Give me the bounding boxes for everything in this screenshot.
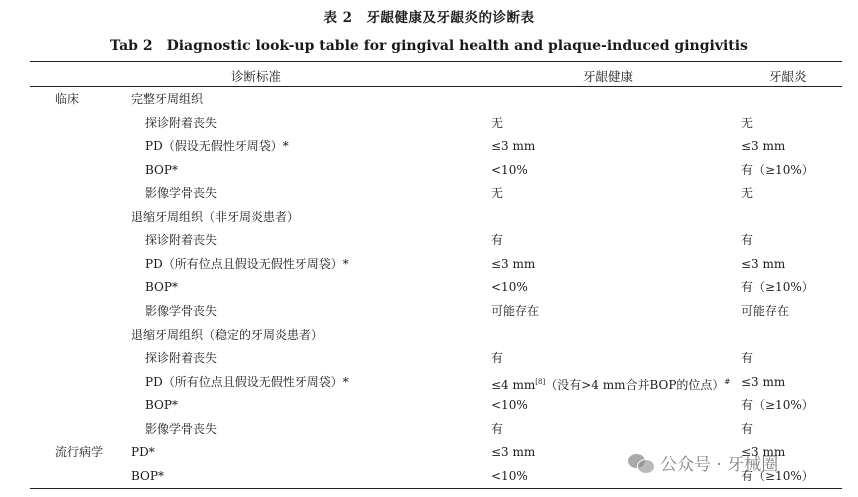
cell-gingivitis: ≤3 mm [741,374,786,389]
row-criterion: 影像学骨丧失 [145,186,218,201]
wechat-icon [628,451,654,473]
table-header-rule [30,86,842,87]
cell-gingivitis: 有 [741,351,754,366]
row-criterion: 探诊附着丧失 [145,233,218,248]
cell-healthy: 无 [491,115,504,130]
table-title-chinese: 表 2 牙龈健康及牙龈炎的诊断表 [323,10,535,26]
table-row [0,303,858,327]
cell-healthy: 有 [491,233,504,248]
table-top-rule [30,61,842,62]
cell-gingivitis: 无 [741,115,754,130]
table-title-english: Tab 2 Diagnostic look-up table for gingival health and plaque-induced gingivitis [110,38,748,54]
row-criterion: PD* [131,445,155,460]
header-gingivitis: 牙龈炎 [769,69,807,84]
row-criterion: 影像学骨丧失 [145,421,218,436]
cell-gingivitis: ≤3 mm [741,139,786,154]
row-criterion: BOP* [145,162,178,177]
cell-healthy: 无 [491,186,504,201]
cell-gingivitis: 有 [741,421,754,436]
cell-healthy: ≤3 mm [491,256,536,271]
cell-healthy: 有 [491,351,504,366]
table-row [0,185,858,209]
cell-gingivitis: 有 [741,233,754,248]
cell-healthy [491,374,730,393]
row-criterion: PD（假设无假性牙周袋）* [145,139,289,154]
cell-gingivitis: 有（≥10%） [741,398,814,413]
cell-healthy: <10% [491,398,528,413]
row-criterion: 退缩牙周组织（稳定的牙周炎患者） [131,327,324,342]
cell-healthy: 有 [491,421,504,436]
row-criterion: PD（所有位点且假设无假性牙周袋）* [145,256,349,271]
watermark [628,448,778,476]
table-row [0,374,858,398]
table-row [0,327,858,351]
cell-healthy: <10% [491,162,528,177]
row-category: 流行病学 [55,445,104,460]
footnote-mark: # [724,377,731,386]
table-bottom-rule [30,488,842,489]
table-row [0,232,858,256]
row-criterion: PD（所有位点且假设无假性牙周袋）* [145,374,349,389]
table-row [0,138,858,162]
watermark-text: 公众号 · 牙械圈 [660,454,779,475]
header-criteria: 诊断标准 [231,69,282,84]
cell-gingivitis: 有（≥10%） [741,162,814,177]
cell-healthy: <10% [491,468,528,483]
table-row [0,91,858,115]
cell-gingivitis: 有（≥10%） [741,280,814,295]
cell-gingivitis: ≤3 mm [741,256,786,271]
cell-healthy: <10% [491,280,528,295]
cell-gingivitis: ≤3 mm [741,445,786,460]
row-criterion: 完整牙周组织 [131,92,204,106]
table-row [0,256,858,280]
cell-healthy: ≤3 mm [491,445,536,460]
row-criterion: BOP* [131,468,164,483]
row-category: 临床 [55,92,80,106]
table-row [0,279,858,303]
header-healthy: 牙龈健康 [583,69,634,84]
table-row [0,421,858,445]
row-criterion: BOP* [145,398,178,413]
row-criterion: BOP* [145,280,178,295]
cell-healthy-note: （没有>4 mm合并BOP的位点） [545,377,725,392]
table-row [0,115,858,139]
row-criterion: 影像学骨丧失 [145,303,218,318]
cell-healthy: ≤3 mm [491,139,536,154]
table-row [0,162,858,186]
row-criterion: 探诊附着丧失 [145,115,218,130]
cell-gingivitis: 无 [741,186,754,201]
citation-ref: [8] [535,377,546,386]
table-row [0,350,858,374]
cell-healthy-value: ≤4 mm [491,377,536,392]
cell-gingivitis: 可能存在 [741,303,790,318]
cell-healthy: 可能存在 [491,303,540,318]
table-row [0,209,858,233]
cell-gingivitis: 有（≥10%） [741,468,814,483]
row-criterion: 退缩牙周组织（非牙周炎患者） [131,209,300,224]
row-criterion: 探诊附着丧失 [145,351,218,366]
table-row [0,397,858,421]
